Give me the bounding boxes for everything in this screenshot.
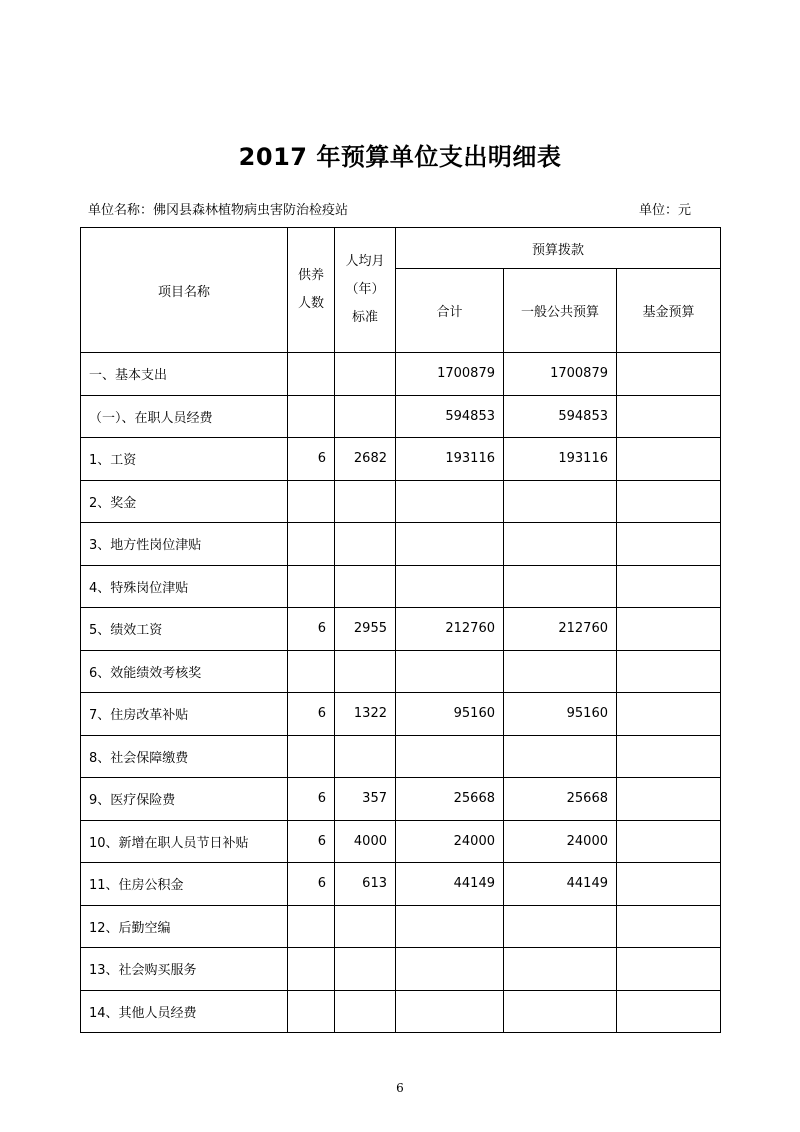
- header-per-capita-line3: 标准: [351, 310, 378, 325]
- row-total: [396, 990, 504, 1033]
- row-people: 6: [288, 820, 335, 863]
- row-standard: [335, 395, 396, 438]
- header-total: 合计: [396, 269, 504, 353]
- header-fund-budget: 基金预算: [617, 269, 721, 353]
- row-fund: [617, 735, 721, 778]
- header-budget-allocation: 预算拨款: [396, 228, 721, 269]
- row-total: [396, 480, 504, 523]
- row-total: [396, 735, 504, 778]
- header-supported-people: [288, 228, 335, 353]
- budget-table: [80, 227, 721, 1033]
- table-row: [81, 693, 721, 736]
- row-general: [504, 990, 617, 1033]
- row-general: 1700879: [504, 353, 617, 396]
- row-name: 2、奖金: [81, 480, 288, 523]
- row-standard: [335, 650, 396, 693]
- row-fund: [617, 990, 721, 1033]
- row-total: 212760: [396, 608, 504, 651]
- row-total: [396, 565, 504, 608]
- row-fund: [617, 523, 721, 566]
- row-fund: [617, 820, 721, 863]
- row-general: [504, 565, 617, 608]
- row-standard: 2955: [335, 608, 396, 651]
- table-row: [81, 905, 721, 948]
- row-fund: [617, 650, 721, 693]
- header-supported-people-line1: 供养: [297, 268, 324, 283]
- table-row: [81, 395, 721, 438]
- row-standard: [335, 523, 396, 566]
- row-people: [288, 905, 335, 948]
- row-general: 24000: [504, 820, 617, 863]
- row-people: 6: [288, 778, 335, 821]
- row-general: 594853: [504, 395, 617, 438]
- row-general: 212760: [504, 608, 617, 651]
- table-row: [81, 650, 721, 693]
- row-fund: [617, 863, 721, 906]
- row-name: 10、新增在职人员节日补贴: [81, 820, 288, 863]
- page-number: 6: [396, 1081, 404, 1095]
- row-standard: [335, 480, 396, 523]
- row-people: [288, 650, 335, 693]
- row-total: [396, 523, 504, 566]
- row-standard: [335, 905, 396, 948]
- row-fund: [617, 608, 721, 651]
- header-item-name: 项目名称: [81, 228, 288, 353]
- table-row: [81, 735, 721, 778]
- table-row: [81, 523, 721, 566]
- row-total: 24000: [396, 820, 504, 863]
- row-standard: [335, 990, 396, 1033]
- row-name: 9、医疗保险费: [81, 778, 288, 821]
- row-name: 3、地方性岗位津贴: [81, 523, 288, 566]
- row-fund: [617, 693, 721, 736]
- table-row: [81, 778, 721, 821]
- row-fund: [617, 395, 721, 438]
- row-general: [504, 650, 617, 693]
- header-per-capita-standard: [335, 228, 396, 353]
- row-standard: 4000: [335, 820, 396, 863]
- row-fund: [617, 905, 721, 948]
- row-people: 6: [288, 863, 335, 906]
- header-per-capita-line1: 人均月: [345, 254, 385, 269]
- row-general: 25668: [504, 778, 617, 821]
- row-name: 12、后勤空编: [81, 905, 288, 948]
- row-name: 11、住房公积金: [81, 863, 288, 906]
- row-standard: 2682: [335, 438, 396, 481]
- row-name: 6、效能绩效考核奖: [81, 650, 288, 693]
- header-supported-people-line2: 人数: [297, 296, 324, 311]
- row-name: 7、住房改革补贴: [81, 693, 288, 736]
- row-name: 1、工资: [81, 438, 288, 481]
- row-total: [396, 650, 504, 693]
- table-row: [81, 990, 721, 1033]
- row-general: 44149: [504, 863, 617, 906]
- table-row: [81, 353, 721, 396]
- header-general-budget: 一般公共预算: [504, 269, 617, 353]
- row-name: （一）、在职人员经费: [81, 395, 288, 438]
- row-standard: 1322: [335, 693, 396, 736]
- row-total: 25668: [396, 778, 504, 821]
- row-total: 1700879: [396, 353, 504, 396]
- row-general: [504, 480, 617, 523]
- row-general: [504, 948, 617, 991]
- table-header: [81, 228, 721, 353]
- row-people: [288, 990, 335, 1033]
- row-total: 193116: [396, 438, 504, 481]
- header-per-capita-line2: （年）: [345, 282, 385, 297]
- row-total: 95160: [396, 693, 504, 736]
- row-people: [288, 565, 335, 608]
- table-body: [81, 353, 721, 1033]
- row-people: [288, 735, 335, 778]
- unit-name: 单位名称：佛冈县森林植物病虫害防治检疫站: [88, 203, 349, 218]
- row-name: 5、绩效工资: [81, 608, 288, 651]
- row-people: 6: [288, 438, 335, 481]
- row-people: 6: [288, 693, 335, 736]
- row-total: [396, 905, 504, 948]
- row-people: [288, 353, 335, 396]
- row-total: [396, 948, 504, 991]
- page-title: 2017 年预算单位支出明细表: [238, 143, 562, 171]
- row-standard: [335, 353, 396, 396]
- table-row: [81, 480, 721, 523]
- row-fund: [617, 438, 721, 481]
- table-row: [81, 565, 721, 608]
- row-fund: [617, 778, 721, 821]
- currency-unit: 单位：元: [638, 203, 691, 218]
- row-name: 8、社会保障缴费: [81, 735, 288, 778]
- row-general: [504, 523, 617, 566]
- row-standard: 357: [335, 778, 396, 821]
- table-row: [81, 820, 721, 863]
- table-row: [81, 608, 721, 651]
- row-general: 193116: [504, 438, 617, 481]
- row-fund: [617, 353, 721, 396]
- row-general: 95160: [504, 693, 617, 736]
- table-row: [81, 948, 721, 991]
- table-row: [81, 863, 721, 906]
- row-fund: [617, 480, 721, 523]
- row-people: 6: [288, 608, 335, 651]
- row-people: [288, 395, 335, 438]
- row-standard: [335, 565, 396, 608]
- row-general: [504, 905, 617, 948]
- row-name: 14、其他人员经费: [81, 990, 288, 1033]
- row-name: 4、特殊岗位津贴: [81, 565, 288, 608]
- row-name: 13、社会购买服务: [81, 948, 288, 991]
- row-fund: [617, 565, 721, 608]
- table-row: [81, 438, 721, 481]
- row-standard: [335, 948, 396, 991]
- row-total: 44149: [396, 863, 504, 906]
- row-people: [288, 480, 335, 523]
- row-people: [288, 523, 335, 566]
- row-standard: [335, 735, 396, 778]
- row-total: 594853: [396, 395, 504, 438]
- row-general: [504, 735, 617, 778]
- row-people: [288, 948, 335, 991]
- row-name: 一、基本支出: [81, 353, 288, 396]
- row-standard: 613: [335, 863, 396, 906]
- row-fund: [617, 948, 721, 991]
